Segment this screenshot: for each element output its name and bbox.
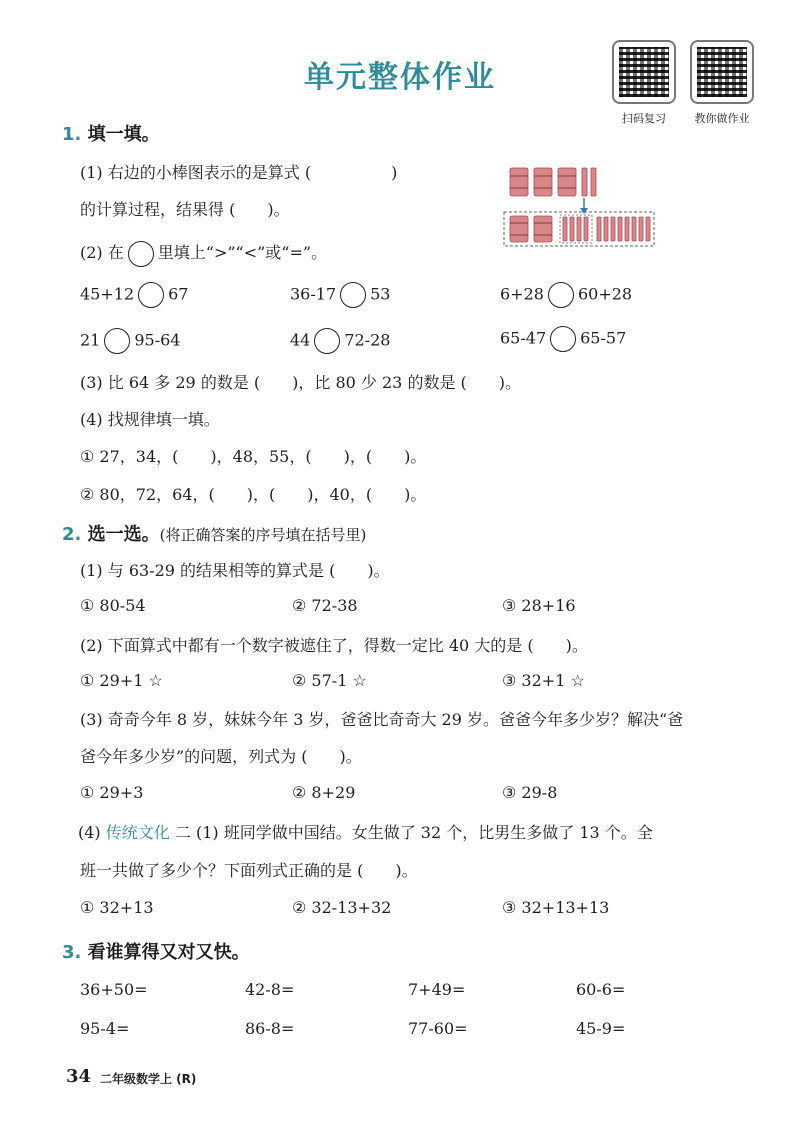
qr-code-icon	[612, 40, 676, 104]
q2-1-line: (1) 与 63-29 的结果相等的算式是 ( )。	[80, 561, 390, 580]
option-item[interactable]: ① 29+3	[80, 783, 144, 802]
bundle-icon	[510, 168, 576, 196]
q2-3-line-b: 爸今年多少岁”的问题，列式为 ( )。	[80, 747, 362, 766]
option-item[interactable]: ① 29+1 ☆	[80, 671, 163, 690]
section-title: 填一填。	[87, 124, 160, 145]
compare-item: 44 72-28	[290, 328, 390, 354]
q2-4-line-b: 班一共做了多少个？下面列式正确的是 ( )。	[80, 861, 418, 880]
option-item[interactable]: ② 57-1 ☆	[292, 671, 367, 690]
option-item[interactable]: ② 72-38	[292, 596, 358, 615]
calc-item[interactable]: 42-8=	[245, 980, 295, 999]
compare-item: 45+12 67	[80, 282, 188, 308]
qr-caption: 扫码复习	[622, 112, 666, 125]
q1-3-line: (3) 比 64 多 29 的数是 ( )，比 80 少 23 的数是 ( )。	[80, 373, 522, 392]
q1-1-line-a: (1) 右边的小棒图表示的是算式 ( )	[80, 163, 398, 182]
compare-item: 65-47 65-57	[500, 326, 626, 352]
calc-item[interactable]: 45-9=	[576, 1019, 626, 1038]
arrow-down-icon	[580, 208, 588, 214]
option-item[interactable]: ② 8+29	[292, 783, 356, 802]
qr-code-icon	[690, 40, 754, 104]
calc-item[interactable]: 60-6=	[576, 980, 626, 999]
option-item[interactable]: ① 80-54	[80, 596, 146, 615]
section-title: 看谁算得又对又快。	[87, 942, 250, 963]
q1-1-line-b: 的计算过程，结果得 ( )。	[80, 200, 290, 219]
book-title: 二年级数学上 (R)	[100, 1072, 197, 1086]
calc-item[interactable]: 77-60=	[408, 1019, 468, 1038]
compare-item: 6+28 60+28	[500, 282, 632, 308]
single-sticks	[582, 168, 596, 196]
section-note: (将正确答案的序号填在括号里)	[159, 526, 367, 544]
answer-circle[interactable]	[138, 282, 164, 308]
q2-3-line-a: (3) 奇奇今年 8 岁，妹妹今年 3 岁，爸爸比奇奇大 29 岁。爸爸今年多少岁？解决“爸	[80, 710, 684, 729]
option-item[interactable]: ③ 28+16	[502, 596, 576, 615]
calc-item[interactable]: 7+49=	[408, 980, 466, 999]
section-1-heading	[62, 120, 160, 146]
option-item[interactable]: ① 32+13	[80, 898, 154, 917]
sequence-1: ① 27，34，( )，48，55，( )，( )。	[80, 447, 427, 466]
section-title: 选一选。	[87, 524, 160, 545]
q2-2-line: (2) 下面算式中都有一个数字被遮住了，得数一定比 40 大的是 ( )。	[80, 636, 588, 655]
qr-review[interactable]	[612, 40, 676, 126]
q1-4-line: (4) 找规律填一填。	[80, 410, 220, 429]
section-3-heading	[62, 938, 250, 964]
page-title: 单元整体作业	[304, 60, 496, 95]
compare-item: 21 95-64	[80, 328, 180, 354]
section-2-heading	[62, 520, 366, 546]
qr-caption: 教你做作业	[694, 112, 750, 125]
compare-item: 36-17 53	[290, 282, 390, 308]
sequence-2: ② 80，72，64，( )，( )，40，( )。	[80, 485, 427, 504]
qr-tutorial[interactable]	[690, 40, 754, 126]
option-item[interactable]: ③ 29-8	[502, 783, 558, 802]
calc-item[interactable]: 86-8=	[245, 1019, 295, 1038]
answer-circle[interactable]	[340, 282, 366, 308]
answer-circle[interactable]	[548, 282, 574, 308]
stick-bundle-figure	[500, 160, 660, 250]
option-item[interactable]: ③ 32+1 ☆	[502, 671, 585, 690]
q1-2-line: (2) 在 里填上“>”“<”或“=”。	[80, 240, 327, 267]
calc-item[interactable]: 36+50=	[80, 980, 148, 999]
traditional-culture-tag: 传统文化	[105, 823, 170, 842]
section-number: 2.	[62, 524, 82, 545]
section-number: 1.	[62, 124, 82, 145]
page-number: 34	[66, 1066, 92, 1087]
answer-circle[interactable]	[314, 328, 340, 354]
q2-4-line-a: (4) 传统文化 二 (1) 班同学做中国结。女生做了 32 个，比男生多做了 13 个。全	[78, 823, 653, 842]
section-number: 3.	[62, 942, 82, 963]
calc-item[interactable]: 95-4=	[80, 1019, 130, 1038]
option-item[interactable]: ② 32-13+32	[292, 898, 392, 917]
answer-circle[interactable]	[550, 326, 576, 352]
answer-circle[interactable]	[128, 241, 154, 267]
answer-circle[interactable]	[104, 328, 130, 354]
option-item[interactable]: ③ 32+13+13	[502, 898, 610, 917]
